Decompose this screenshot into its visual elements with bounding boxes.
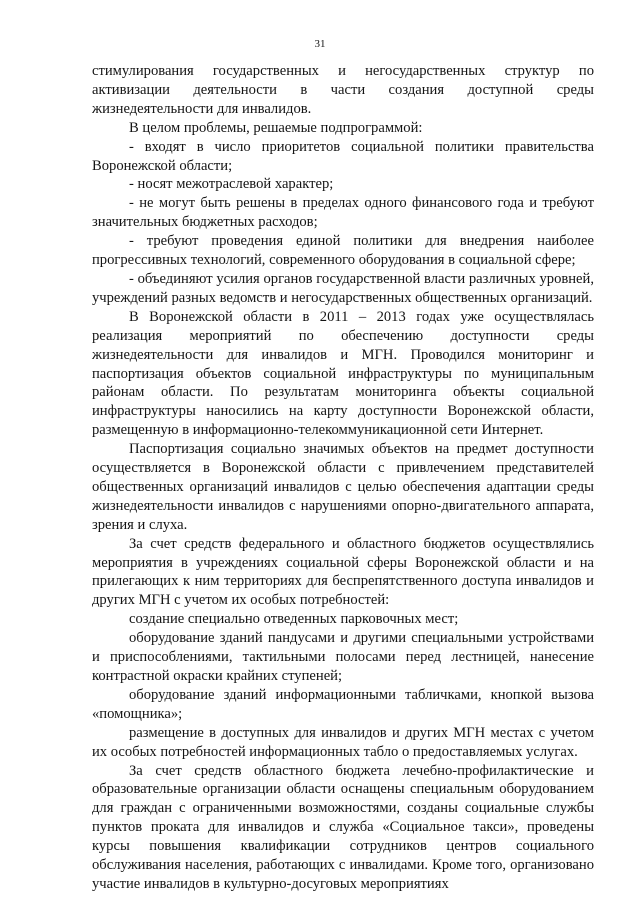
list-item-intersectoral: - носят межотраслевой характер; [129, 176, 334, 193]
list-item-parking: создание специально отведенных парковочных мест; [129, 611, 459, 628]
list-item-info-boards: размещение в доступных для инвалидов и других МГН местах с учетом их особых потребностей информационных табло о предоставляемых услугах. [92, 724, 594, 760]
paragraph-2011-2013: В Воронежской области в 2011 – 2013 годах уже осуществлялась реализация мероприятий по обеспечению доступности среды жизнедеятельности для инвалидов и МГН. Проводился мониторинг и паспортизация объектов социальной инфраструктуры по муниципальным районам области. По результатам мониторинга объекты социальной инфраструктуры наносились на карту доступности Воронежской области, размещенную в информационно-телекоммуникационной сети Интернет. [92, 308, 594, 439]
paragraph-passportization: Паспортизация социально значимых объектов на предмет доступности осуществляется в Воронежской области с привлечением представителей общественных организаций инвалидов с целью обеспечения адаптации среды жизнедеятельности инвалидов с нарушениями опорно-двигательного аппарата, зрения и слуха. [92, 441, 594, 533]
paragraph-funding-measures: За счет средств федерального и областного бюджетов осуществлялись мероприятия в учреждениях социальной сферы Воронежской области и на прилегающих к ним территориях для беспрепятственного доступа инвалидов и других МГН с учетом их особых потребностей: [92, 535, 594, 609]
paragraph-regional-budget: За счет средств областного бюджета лечебно-профилактические и образовательные организации области оснащены специальным оборудованием для граждан с ограниченными возможностями, созданы социальные службы пунктов проката для инвалидов и служба «Социальное такси», проведены курсы повышения квалификации сотрудников центров социального обслуживания населения, работающих с инвалидами. Кроме того, организовано участие инвалидов в культурно-досуговых мероприятиях [92, 762, 594, 892]
list-item-budget: - не могут быть решены в пределах одного финансового года и требуют значительных бюджетных расходов; [92, 195, 594, 231]
paragraph-continuation: стимулирования государственных и негосударственных структур по активизации деятельности в части создания доступной среды жизнедеятельности для инвалидов. [92, 63, 594, 117]
page-number: 31 [314, 38, 326, 50]
list-item-ramps: оборудование зданий пандусами и другими специальными устройствами и приспособлениями, тактильными полосами перед лестницей, нанесение контрастной окраски крайних ступеней; [92, 630, 594, 684]
list-item-joint-efforts: - объединяют усилия органов государственной власти различных уровней, учреждений разных ведомств и негосударственных общественных организаций. [92, 270, 594, 306]
list-item-unified-policy: - требуют проведения единой политики для внедрения наиболее прогрессивных технологий, современного оборудования в социальной сфере; [92, 233, 594, 269]
list-item-signage: оборудование зданий информационными табличками, кнопкой вызова «помощника»; [92, 686, 594, 722]
paragraph-problems-intro: В целом проблемы, решаемые подпрограммой: [129, 119, 423, 136]
document-body [92, 62, 594, 894]
list-item-priorities: - входят в число приоритетов социальной политики правительства Воронежской области; [92, 138, 594, 174]
